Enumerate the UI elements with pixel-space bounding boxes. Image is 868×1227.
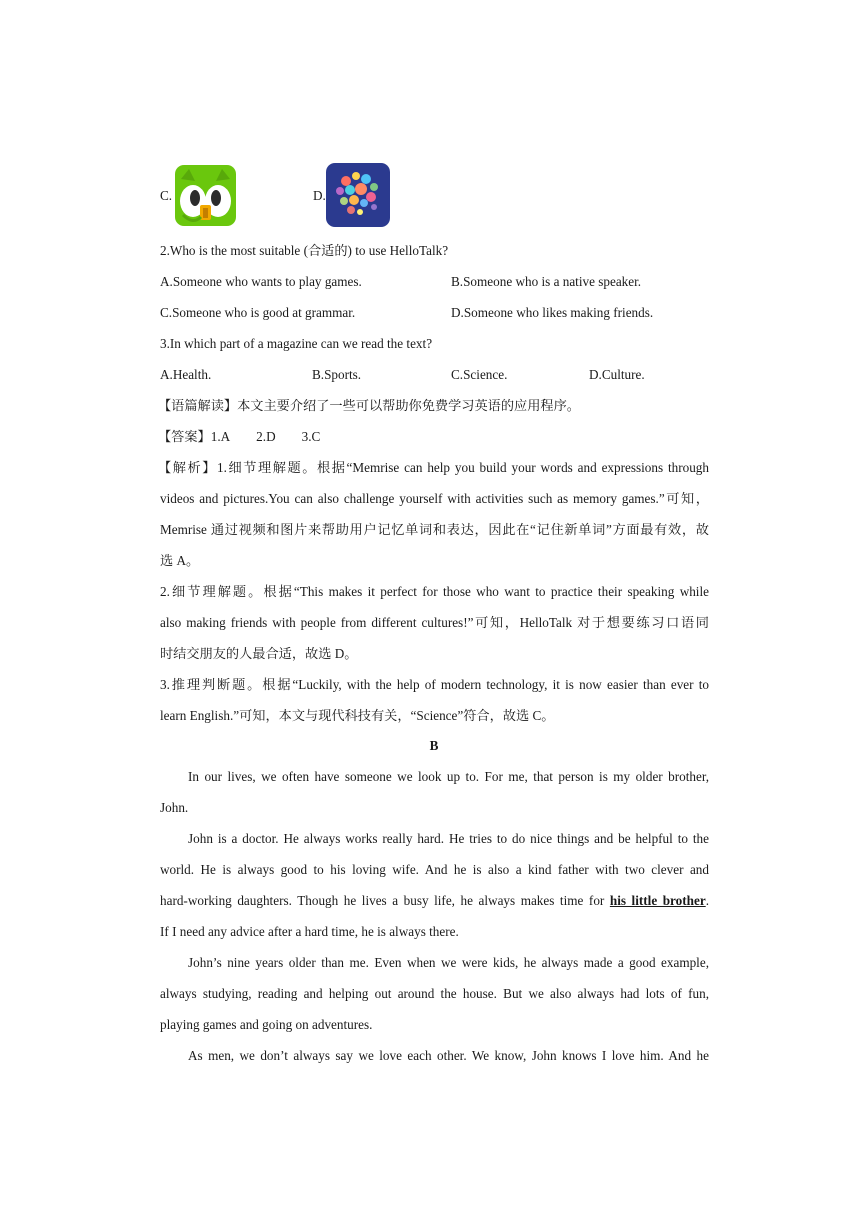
q3-option-c: C.Science. [451,367,508,382]
owl-app-icon [175,165,236,226]
explanation-3-line-2: learn English.”可知，本文与现代科技有关，“Science”符合，故选 C。 [160,708,555,723]
passage-b-p2-line-4: If I need any advice after a hard time, he is always there. [160,924,459,939]
answer-tag: 【答案】 [158,429,211,444]
passage-b-p2-line-2: world. He is always good to his loving wife. And he is also a kind father with two clever and [160,862,709,877]
passage-b-p2-line-3 [160,892,709,910]
passage-b-p4-line-1: As men, we don’t always say we love each other. We know, John knows I love him. And he [188,1048,709,1063]
q2-option-a: A.Someone who wants to play games. [160,274,362,289]
q2-option-b: B.Someone who is a native speaker. [451,274,642,289]
q3-option-d: D.Culture. [589,367,645,382]
option-c-label: C. [160,188,173,203]
passage-b-heading: B [429,738,439,753]
speech-bubbles-icon [326,163,390,227]
q3-option-b: B.Sports. [312,367,362,382]
passage-b-p3-line-2: always studying, reading and helping out around the house. But we also always had lots of fun, [160,986,709,1001]
explanation-2-line-1: 2.细节理解题。根据“This makes it perfect for those who want to practice their speaking while [160,584,709,599]
explanation-1-line-2: videos and pictures.You can also challenge yourself with activities such as memory games.”可知， [160,491,709,506]
explanation-1-line-3: Memrise 通过视频和图片来帮助用户记忆单词和表达，因此在“记住新单词”方面最有效，故 [160,522,709,537]
p2-line-3-pre: hard-working daughters. Though he lives a busy life, he always makes time for [160,893,610,908]
explanation-2-line-3: 时结交朋友的人最合适，故选 D。 [160,646,358,661]
q2-option-d: D.Someone who likes making friends. [451,305,654,320]
answer-1: 1.A [210,429,231,444]
passage-b-p2-line-1: John is a doctor. He always works really hard. He tries to do nice things and be helpful to the [188,831,709,846]
passage-b-p1-line-2: John. [160,800,189,815]
passage-summary: 【语篇解读】本文主要介绍了一些可以帮助你免费学习英语的应用程序。 [158,398,580,413]
passage-b-p1-line-1: In our lives, we often have someone we look up to. For me, that person is my older brother, [188,769,709,784]
explanation-3-line-1: 3.推理判断题。根据“Luckily, with the help of modern technology, it is now easier than ever to [160,677,709,692]
passage-b-p3-line-1: John’s nine years older than me. Even when we were kids, he always made a good example, [188,955,709,970]
passage-b-p3-line-3: playing games and going on adventures. [160,1017,373,1032]
option-d-label: D. [313,188,326,203]
explanation-2-line-2: also making friends with people from different cultures!”可知，HelloTalk 对于想要练习口语同 [160,615,709,630]
q3-option-a: A.Health. [160,367,212,382]
q2-option-c: C.Someone who is good at grammar. [160,305,356,320]
p2-line-3-post: . [705,893,709,908]
explanation-1-line-1: 【解析】1.细节理解题。根据“Memrise can help you build your words and expressions through [158,460,709,475]
answer-line [158,428,320,446]
explanation-1-line-4: 选 A。 [160,553,200,568]
speech-bubbles-app-icon [326,163,390,227]
owl-icon [175,165,236,226]
question-2: 2.Who is the most suitable (合适的) to use HelloTalk? [160,243,449,258]
answer-3: 3.C [301,429,321,444]
question-3: 3.In which part of a magazine can we read the text? [160,336,433,351]
underlined-phrase: his little brother [609,893,706,908]
answer-2: 2.D [256,429,276,444]
